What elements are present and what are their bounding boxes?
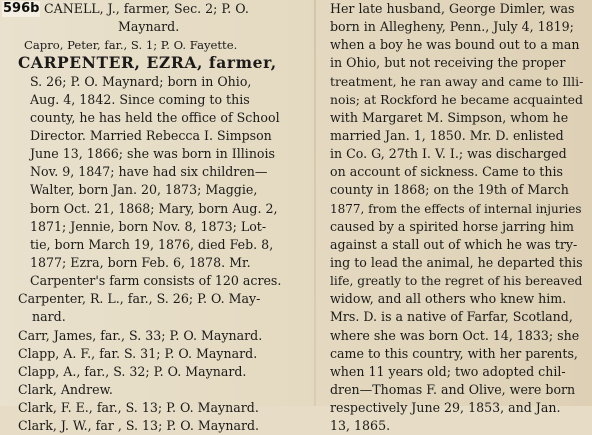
left-text-line: 1877; Ezra, born Feb. 6, 1878. Mr. xyxy=(30,254,251,270)
left-text-line: Carpenter's farm consists of 120 acres. xyxy=(30,273,282,289)
left-text-line: Walter, born Jan. 20, 1873; Maggie, xyxy=(30,182,258,198)
right-text-line: when 11 years old; two adopted chil- xyxy=(330,363,566,379)
right-text-line: married Jan. 1, 1850. Mr. D. enlisted xyxy=(330,127,564,143)
left-text-line: Carpenter, R. L., far., S. 26; P. O. May- xyxy=(18,291,261,307)
right-text-line: Mrs. D. is a native of Farfar, Scotland, xyxy=(330,309,573,325)
left-text-line: June 13, 1866; she was born in Illinois xyxy=(30,146,276,162)
right-text-line: dren—Thomas F. and Olive, were born xyxy=(330,381,576,397)
right-text-line: born in Allegheny, Penn., July 4, 1819; xyxy=(330,19,574,35)
left-text-line: county, he has held the office of School xyxy=(30,109,280,125)
column-gutter xyxy=(314,0,316,406)
left-text-line: Maynard. xyxy=(118,19,180,35)
left-column xyxy=(18,0,298,435)
right-text-line: ing to lead the animal, he departed this xyxy=(330,254,583,270)
right-text-line: respectively June 29, 1853, and Jan. xyxy=(330,400,561,416)
left-text-line: Clark, Andrew. xyxy=(18,381,113,397)
left-text-line: Capro, Peter, far., S. 1; P. O. Fayette. xyxy=(24,38,238,53)
right-text-line: where she was born Oct. 14, 1833; she xyxy=(330,327,580,343)
right-text-line: Her late husband, George Dimler, was xyxy=(330,1,575,16)
left-text-line: Nov. 9, 1847; have had six children— xyxy=(30,164,268,180)
right-text-line: nois; at Rockford he became acquainted xyxy=(330,91,583,107)
right-text-line: life, greatly to the regret of his bereaved xyxy=(330,274,583,289)
right-text-line: treatment, he ran away and came to Illi- xyxy=(330,73,584,89)
right-text-line: 1877, from the effects of internal injuries xyxy=(330,201,582,216)
right-text-line: caused by a spirited horse jarring him xyxy=(330,218,574,234)
right-text-line: when a boy he was bound out to a man xyxy=(330,37,580,53)
left-text-line: Director. Married Rebecca I. Simpson xyxy=(30,127,272,143)
left-text-line: nard. xyxy=(32,309,66,325)
right-text-line: county in 1868; on the 19th of March xyxy=(330,182,569,198)
left-text-line: CANELL, J., farmer, Sec. 2; P. O. xyxy=(44,1,249,16)
right-column xyxy=(330,0,585,435)
right-text-line: widow, and all others who knew him. xyxy=(330,291,567,307)
left-text-line: Clapp, A., far., S. 32; P. O. Maynard. xyxy=(18,363,247,379)
left-text-line: Clark, F. E., far., S. 13; P. O. Maynard. xyxy=(18,400,259,416)
left-text-line: Carr, James, far., S. 33; P. O. Maynard. xyxy=(18,327,263,343)
left-text-line: S. 26; P. O. Maynard; born in Ohio, xyxy=(30,73,252,89)
left-text-line: born Oct. 21, 1868; Mary, born Aug. 2, xyxy=(30,200,278,216)
left-text-line: Aug. 4, 1842. Since coming to this xyxy=(30,91,250,107)
right-text-line: with Margaret M. Simpson, whom he xyxy=(330,109,569,125)
right-text-line: in Ohio, but not receiving the proper xyxy=(330,55,566,71)
left-text-line: Clapp, A. F., far. S. 31; P. O. Maynard. xyxy=(18,345,258,361)
right-text-line: 13, 1865. xyxy=(330,418,391,434)
left-text-line: tie, born March 19, 1876, died Feb. 8, xyxy=(30,236,274,252)
right-text-line: came to this country, with her parents, xyxy=(330,345,578,361)
entry-name-heading: CARPENTER, EZRA, farmer, xyxy=(18,53,277,73)
left-text-line: Clark, J. W., far , S. 13; P. O. Maynard. xyxy=(18,418,260,434)
left-text-line: 1871; Jennie, born Nov. 8, 1873; Lot- xyxy=(30,218,267,234)
right-text-line: on account of sickness. Came to this xyxy=(330,164,563,180)
right-text-line: in Co. G, 27th I. V. I.; was discharged xyxy=(330,146,567,162)
right-text-line: against a stall out of which he was try- xyxy=(330,236,578,252)
page-label: 596b xyxy=(3,1,40,16)
